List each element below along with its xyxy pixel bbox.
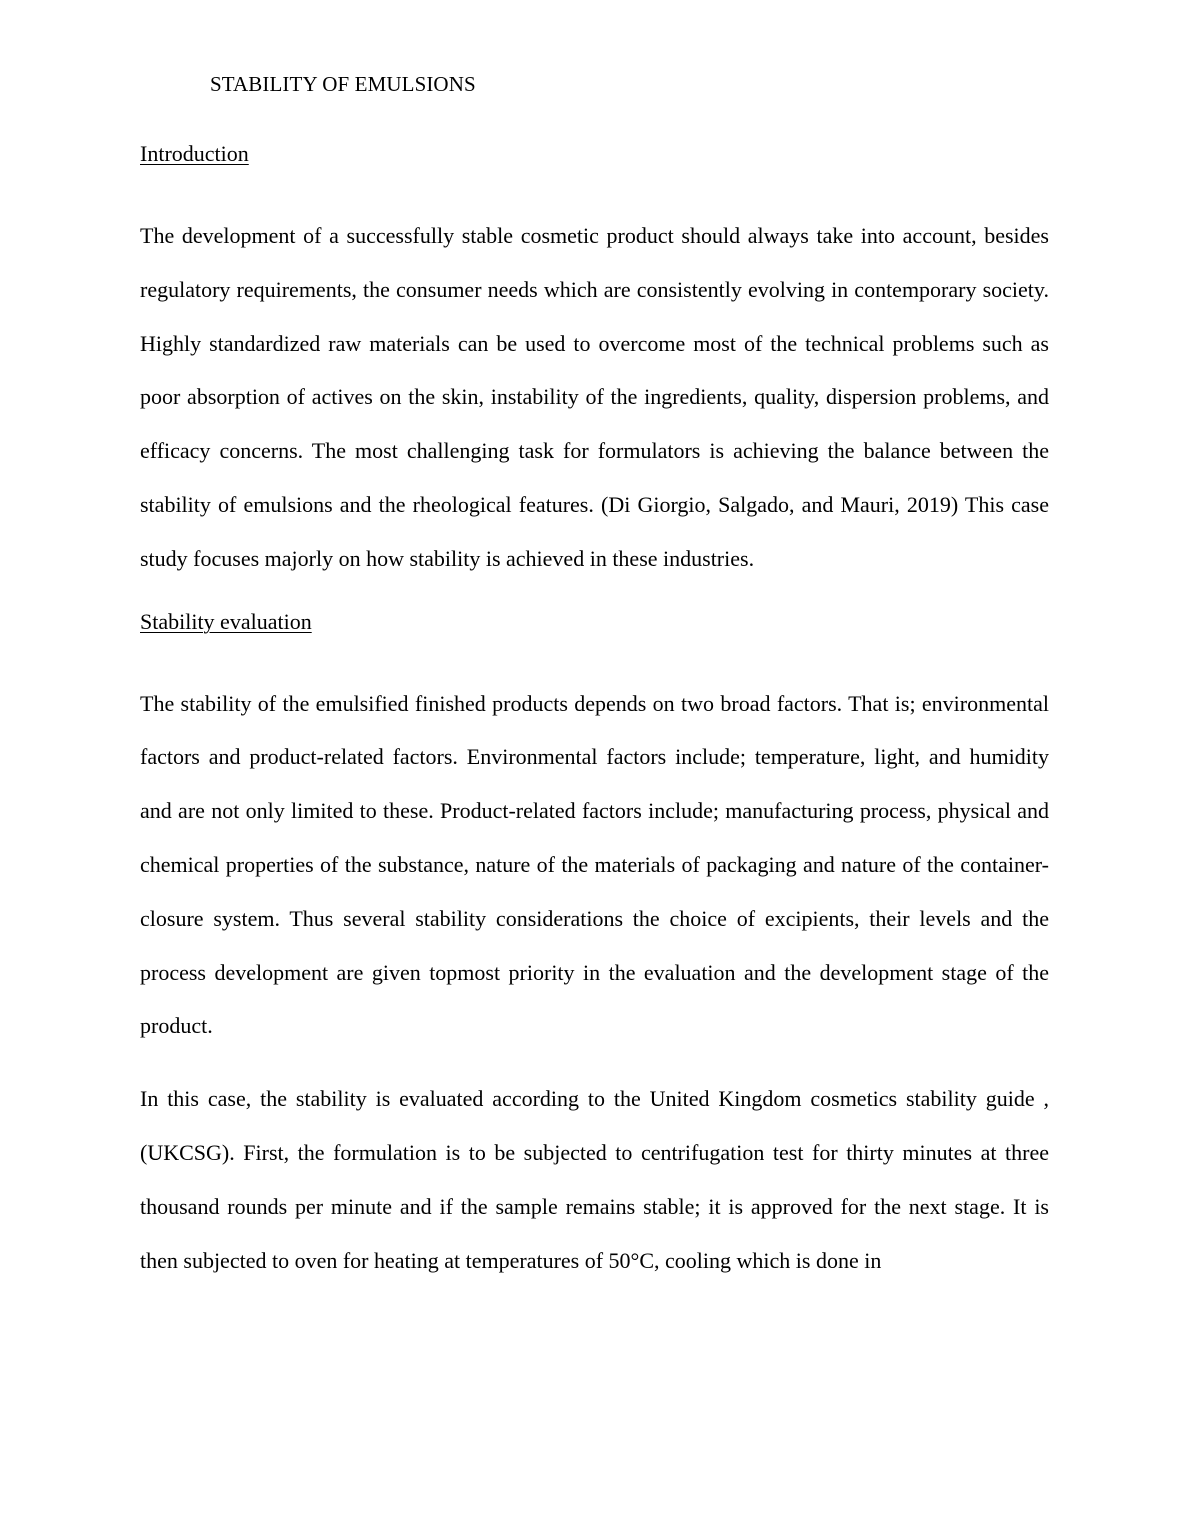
running-head: STABILITY OF EMULSIONS: [210, 72, 476, 96]
document-body: [140, 136, 1049, 1287]
paragraph-stability-factors: The stability of the emulsified finished products depends on two broad factors. That is; environmental factors and product-related factors. Environmental factors include; temperature, light, and humidity and are not only limited to these. Product-related factors include; manufacturing process, physical and chemical properties of the substance, nature of the materials of packaging and nature of the container-closure system. Thus several stability considerations the choice of excipients, their levels and the process development are given topmost priority in the evaluation and the development stage of the product.: [140, 690, 1049, 1039]
paragraph-introduction: The development of a successfully stable cosmetic product should always take into account, besides regulatory requirements, the consumer needs which are consistently evolving in contemporary society. Highly standardized raw materials can be used to overcome most of the technical problems such as poor absorption of actives on the skin, instability of the ingredients, quality, dispersion problems, and efficacy concerns. The most challenging task for formulators is achieving the balance between the stability of emulsions and the rheological features. (Di Giorgio, Salgado, and Mauri, 2019) This case study focuses majorly on how stability is achieved in these industries.: [140, 223, 1049, 571]
paragraph-ukcsg-evaluation: In this case, the stability is evaluated according to the United Kingdom cosmetics stability guide , (UKCSG). First, the formulation is to be subjected to centrifugation test for thirty minutes at three thousand rounds per minute and if the sample remains stable; it is approved for the next stage. It is then subjected to oven for heating at temperatures of 50°C, cooling which is done in: [140, 1086, 1049, 1273]
section-heading-introduction: Introduction: [140, 141, 249, 166]
section-heading-stability-evaluation: Stability evaluation: [140, 608, 312, 634]
